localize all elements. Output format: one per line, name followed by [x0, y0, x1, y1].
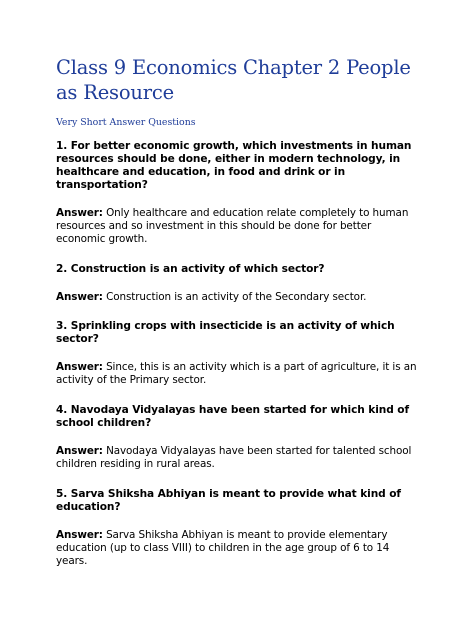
question-text: 4. Navodaya Vidyalayas have been started for which kind of school children? — [56, 404, 409, 429]
answer-label: Answer: — [56, 529, 103, 541]
question-text: 1. For better economic growth, which investments in human resources should be done, either in modern technology, in healthcare and education, in food and drink or in transportation? — [56, 140, 412, 191]
answer-body: Since, this is an activity which is a part of agriculture, it is an activity of the Primary sector. — [56, 361, 417, 386]
answer-text — [56, 291, 422, 304]
answer-label: Answer: — [56, 361, 103, 373]
answer-label: Answer: — [56, 445, 103, 457]
answer-text — [56, 361, 422, 387]
answer-label: Answer: — [56, 207, 103, 219]
question-text: 5. Sarva Shiksha Abhiyan is meant to provide what kind of education? — [56, 488, 401, 513]
answer-body: Navodaya Vidyalayas have been started for talented school children residing in rural areas. — [56, 445, 412, 470]
question-text: 2. Construction is an activity of which sector? — [56, 263, 325, 275]
qa-item-3 — [56, 320, 422, 387]
answer-body: Only healthcare and education relate completely to human resources and so investment in this should be done for better economic growth. — [56, 207, 409, 245]
qa-item-1 — [56, 140, 422, 246]
answer-body: Construction is an activity of the Secondary sector. — [106, 291, 367, 303]
qa-item-4 — [56, 404, 422, 471]
qa-item-2 — [56, 263, 422, 304]
document-page — [56, 55, 422, 568]
answer-label: Answer: — [56, 291, 103, 303]
question-text: 3. Sprinkling crops with insecticide is an activity of which sector? — [56, 320, 395, 345]
answer-text — [56, 445, 422, 471]
document-subtitle: Very Short Answer Questions — [56, 117, 196, 128]
answer-text — [56, 529, 422, 568]
qa-item-5 — [56, 488, 422, 568]
document-title: Class 9 Economics Chapter 2 People as Resource — [56, 56, 411, 104]
answer-text — [56, 207, 422, 246]
answer-body: Sarva Shiksha Abhiyan is meant to provide elementary education (up to class VIII) to children in the age group of 6 to 14 years. — [56, 529, 390, 567]
